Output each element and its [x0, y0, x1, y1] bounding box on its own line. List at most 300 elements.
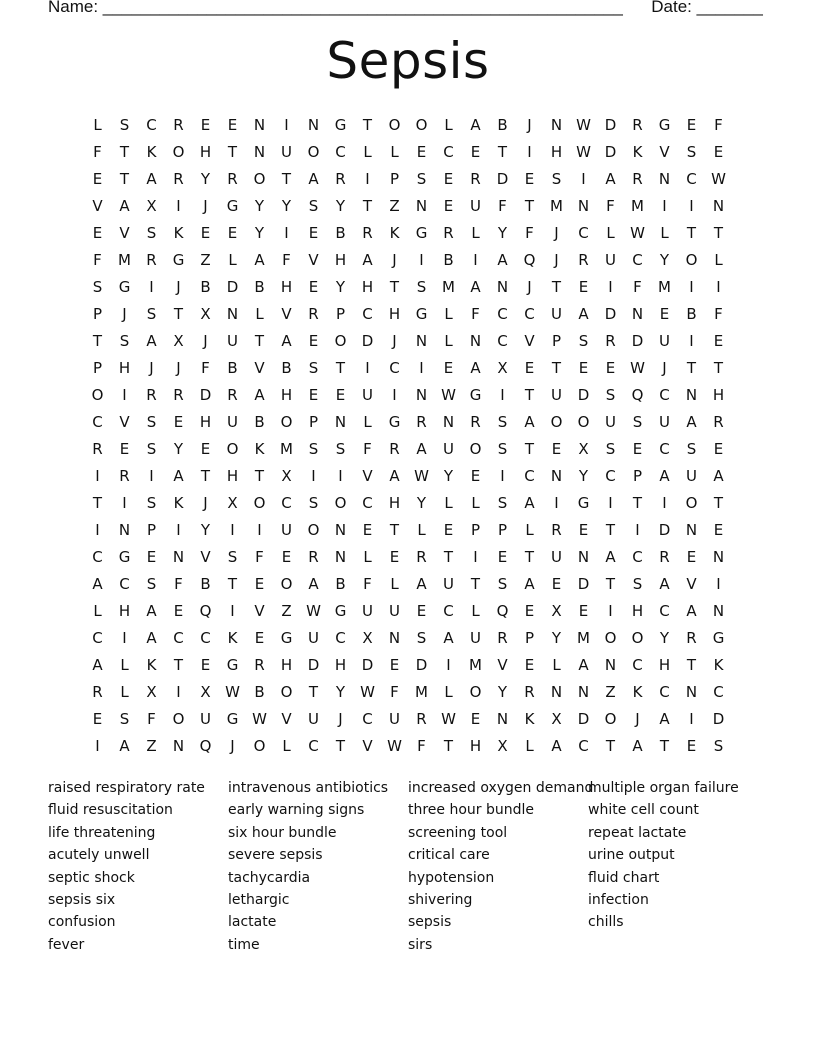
grid-letter: E: [524, 656, 535, 674]
grid-row: [84, 355, 732, 382]
grid-letter: R: [146, 251, 157, 269]
grid-letter: T: [632, 494, 643, 512]
grid-letter: C: [578, 224, 589, 242]
grid-letter: L: [363, 548, 372, 566]
grid-letter: H: [199, 413, 212, 431]
grid-letter: I: [500, 467, 505, 485]
grid-letter: A: [308, 170, 319, 188]
grid-letter: T: [659, 737, 670, 755]
grid-letter: H: [280, 278, 293, 296]
grid-letter: O: [307, 521, 320, 539]
grid-letter: S: [497, 575, 508, 593]
grid-letter: W: [441, 386, 456, 404]
grid-letter: M: [550, 197, 563, 215]
grid-letter: W: [576, 116, 591, 134]
grid-letter: E: [200, 440, 211, 458]
grid-letter: E: [200, 224, 211, 242]
grid-letter: S: [308, 440, 319, 458]
grid-letter: U: [605, 251, 616, 269]
word-list-item: increased oxygen demand: [408, 780, 594, 796]
grid-letter: N: [334, 413, 347, 431]
grid-letter: N: [550, 467, 563, 485]
word-list-item: three hour bundle: [408, 802, 535, 819]
grid-letter: B: [497, 116, 508, 134]
grid-letter: Y: [416, 494, 427, 512]
grid-letter: F: [93, 143, 102, 161]
word-list-column: [228, 777, 408, 956]
grid-letter: C: [713, 683, 724, 701]
grid-letter: C: [632, 548, 643, 566]
grid-letter: I: [446, 656, 451, 674]
word-list-item: confusion: [48, 914, 116, 931]
grid-letter: A: [686, 602, 697, 620]
grid-letter: A: [146, 332, 157, 350]
grid-letter: I: [176, 683, 181, 701]
grid-letter: N: [658, 170, 671, 188]
grid-letter: N: [388, 629, 401, 647]
grid-letter: X: [497, 359, 508, 377]
grid-letter: T: [173, 656, 184, 674]
grid-letter: S: [686, 440, 697, 458]
grid-letter: U: [308, 629, 319, 647]
grid-letter: U: [281, 521, 292, 539]
grid-letter: C: [335, 629, 346, 647]
word-list-column: [588, 777, 768, 956]
word-list: [48, 777, 788, 956]
grid-row: [84, 274, 732, 301]
grid-letter: M: [658, 278, 671, 296]
grid-letter: N: [307, 116, 320, 134]
grid-letter: K: [524, 710, 535, 728]
grid-letter: U: [362, 386, 373, 404]
grid-letter: H: [388, 494, 401, 512]
grid-letter: T: [605, 737, 616, 755]
grid-letter: A: [578, 656, 589, 674]
grid-letter: E: [497, 548, 508, 566]
grid-letter: N: [712, 602, 725, 620]
grid-letter: S: [146, 440, 157, 458]
grid-letter: I: [230, 521, 235, 539]
grid-letter: C: [335, 143, 346, 161]
grid-letter: V: [254, 602, 265, 620]
word-list-item: septic shock: [48, 869, 135, 886]
grid-letter: E: [227, 224, 238, 242]
grid-letter: X: [200, 305, 211, 323]
word-list-item: sepsis six: [48, 891, 116, 908]
word-list-item: fluid chart: [588, 869, 660, 886]
grid-letter: H: [361, 278, 374, 296]
grid-letter: T: [119, 143, 130, 161]
grid-letter: P: [335, 305, 346, 323]
grid-letter: R: [470, 170, 481, 188]
grid-letter: C: [524, 305, 535, 323]
grid-letter: S: [578, 332, 589, 350]
grid-letter: T: [713, 494, 724, 512]
grid-letter: D: [712, 710, 725, 728]
grid-letter: O: [307, 143, 320, 161]
grid-letter: R: [227, 386, 238, 404]
grid-letter: G: [334, 116, 347, 134]
grid-letter: W: [306, 602, 321, 620]
grid-row: [84, 625, 732, 652]
grid-letter: F: [174, 575, 183, 593]
grid-letter: V: [254, 359, 265, 377]
grid-letter: N: [550, 116, 563, 134]
grid-letter: U: [443, 575, 454, 593]
grid-letter: V: [281, 710, 292, 728]
grid-letter: B: [254, 683, 265, 701]
grid-letter: O: [469, 683, 482, 701]
grid-letter: Y: [443, 467, 454, 485]
grid-letter: E: [470, 467, 481, 485]
grid-letter: B: [335, 224, 346, 242]
grid-letter: Z: [200, 251, 211, 269]
grid-letter: A: [605, 170, 616, 188]
grid-letter: F: [714, 305, 723, 323]
grid-letter: N: [469, 332, 482, 350]
grid-letter: U: [200, 710, 211, 728]
grid-letter: N: [226, 305, 239, 323]
grid-letter: B: [443, 251, 454, 269]
grid-letter: N: [577, 548, 590, 566]
grid-letter: A: [578, 305, 589, 323]
grid-letter: O: [469, 440, 482, 458]
grid-letter: W: [360, 683, 375, 701]
grid-letter: Y: [578, 467, 589, 485]
grid-letter: R: [605, 332, 616, 350]
grid-letter: E: [551, 440, 562, 458]
grid-letter: X: [227, 494, 238, 512]
grid-letter: E: [686, 548, 697, 566]
grid-letter: X: [578, 440, 589, 458]
word-list-item: life threatening: [48, 824, 156, 841]
grid-letter: O: [91, 386, 104, 404]
grid-letter: A: [659, 710, 670, 728]
grid-letter: A: [389, 467, 400, 485]
grid-letter: I: [608, 494, 613, 512]
grid-letter: R: [416, 548, 427, 566]
grid-letter: C: [281, 494, 292, 512]
grid-letter: T: [227, 575, 238, 593]
grid-letter: R: [308, 548, 319, 566]
grid-letter: R: [308, 305, 319, 323]
grid-letter: C: [389, 359, 400, 377]
grid-letter: N: [496, 278, 509, 296]
grid-letter: K: [227, 629, 238, 647]
grid-letter: I: [662, 197, 667, 215]
grid-letter: K: [254, 440, 265, 458]
grid-letter: R: [416, 413, 427, 431]
grid-row: [84, 733, 732, 760]
grid-letter: L: [282, 737, 291, 755]
grid-row: [84, 517, 732, 544]
grid-letter: V: [119, 224, 130, 242]
grid-letter: A: [470, 116, 481, 134]
grid-row: [84, 220, 732, 247]
grid-letter: H: [118, 359, 131, 377]
grid-row: [84, 328, 732, 355]
grid-letter: E: [119, 440, 130, 458]
grid-letter: I: [716, 575, 721, 593]
grid-letter: Y: [659, 251, 670, 269]
word-list-item: chills: [588, 914, 624, 931]
grid-letter: I: [419, 359, 424, 377]
grid-letter: D: [415, 656, 428, 674]
grid-letter: G: [226, 656, 239, 674]
grid-letter: A: [470, 278, 481, 296]
grid-letter: G: [118, 278, 131, 296]
grid-letter: G: [118, 548, 131, 566]
grid-letter: B: [281, 359, 292, 377]
grid-row: [84, 436, 732, 463]
word-list-item: sirs: [408, 936, 433, 953]
grid-letter: T: [497, 143, 508, 161]
grid-letter: T: [254, 332, 265, 350]
word-list-column: [408, 777, 594, 956]
grid-letter: T: [200, 467, 211, 485]
grid-letter: A: [173, 467, 184, 485]
grid-letter: X: [281, 467, 292, 485]
grid-letter: Y: [659, 629, 670, 647]
grid-letter: A: [713, 467, 724, 485]
grid-letter: L: [255, 305, 264, 323]
grid-letter: R: [254, 656, 265, 674]
grid-letter: U: [443, 440, 454, 458]
grid-letter: X: [362, 629, 373, 647]
grid-letter: R: [632, 116, 643, 134]
grid-row: [84, 706, 732, 733]
grid-letter: G: [577, 494, 590, 512]
grid-letter: G: [415, 305, 428, 323]
grid-letter: E: [308, 386, 319, 404]
grid-letter: O: [280, 683, 293, 701]
grid-letter: X: [551, 602, 562, 620]
grid-letter: O: [388, 116, 401, 134]
grid-letter: G: [334, 602, 347, 620]
grid-letter: R: [497, 629, 508, 647]
word-list-item: infection: [588, 891, 649, 908]
grid-letter: A: [119, 197, 130, 215]
grid-letter: K: [632, 143, 643, 161]
grid-letter: M: [577, 629, 590, 647]
grid-letter: T: [254, 467, 265, 485]
grid-letter: C: [362, 494, 373, 512]
grid-letter: G: [712, 629, 725, 647]
grid-letter: E: [308, 224, 319, 242]
grid-letter: P: [92, 305, 103, 323]
grid-letter: P: [92, 359, 103, 377]
grid-letter: W: [441, 710, 456, 728]
grid-letter: F: [147, 710, 156, 728]
grid-letter: I: [230, 602, 235, 620]
grid-letter: H: [631, 602, 644, 620]
grid-letter: I: [365, 359, 370, 377]
grid-row: [84, 247, 732, 274]
grid-letter: I: [95, 467, 100, 485]
grid-letter: A: [254, 386, 265, 404]
grid-letter: F: [471, 305, 480, 323]
grid-letter: D: [604, 305, 617, 323]
word-list-item: urine output: [588, 847, 675, 864]
grid-letter: U: [551, 548, 562, 566]
grid-letter: I: [689, 710, 694, 728]
grid-letter: I: [554, 494, 559, 512]
grid-letter: F: [255, 548, 264, 566]
grid-letter: N: [253, 116, 266, 134]
grid-letter: I: [122, 629, 127, 647]
grid-letter: L: [93, 116, 102, 134]
grid-letter: E: [686, 116, 697, 134]
grid-letter: D: [496, 170, 509, 188]
grid-letter: X: [146, 197, 157, 215]
grid-letter: U: [659, 413, 670, 431]
grid-letter: N: [577, 683, 590, 701]
grid-letter: K: [713, 656, 724, 674]
grid-letter: O: [334, 494, 347, 512]
grid-letter: W: [387, 737, 402, 755]
grid-letter: W: [630, 224, 645, 242]
grid-letter: J: [554, 224, 559, 242]
grid-letter: C: [659, 440, 670, 458]
grid-letter: Z: [281, 602, 292, 620]
grid-letter: H: [469, 737, 482, 755]
grid-letter: E: [281, 548, 292, 566]
grid-letter: L: [444, 494, 453, 512]
grid-letter: T: [686, 656, 697, 674]
grid-letter: Y: [335, 683, 346, 701]
grid-letter: R: [551, 521, 562, 539]
grid-letter: T: [551, 359, 562, 377]
grid-letter: F: [714, 116, 723, 134]
grid-letter: C: [92, 629, 103, 647]
grid-row: [84, 409, 732, 436]
grid-letter: A: [524, 413, 535, 431]
grid-letter: E: [362, 521, 373, 539]
grid-letter: A: [659, 575, 670, 593]
grid-letter: S: [146, 224, 157, 242]
grid-letter: W: [252, 710, 267, 728]
grid-letter: H: [118, 602, 131, 620]
word-list-item: critical care: [408, 847, 490, 864]
grid-letter: L: [228, 251, 237, 269]
grid-letter: O: [226, 440, 239, 458]
grid-letter: B: [254, 413, 265, 431]
grid-letter: E: [713, 332, 724, 350]
grid-letter: U: [389, 602, 400, 620]
grid-letter: E: [254, 575, 265, 593]
grid-letter: I: [527, 143, 532, 161]
grid-letter: H: [280, 386, 293, 404]
grid-letter: N: [604, 656, 617, 674]
grid-letter: J: [122, 305, 127, 323]
grid-letter: S: [686, 143, 697, 161]
grid-letter: U: [227, 332, 238, 350]
grid-letter: J: [176, 359, 181, 377]
grid-letter: G: [226, 710, 239, 728]
grid-letter: T: [362, 197, 373, 215]
grid-letter: R: [713, 413, 724, 431]
grid-letter: S: [416, 629, 427, 647]
grid-letter: A: [524, 575, 535, 593]
page-title: Sepsis: [326, 32, 490, 90]
grid-letter: V: [119, 413, 130, 431]
grid-letter: I: [392, 386, 397, 404]
grid-letter: S: [551, 170, 562, 188]
grid-letter: S: [416, 278, 427, 296]
grid-letter: F: [363, 575, 372, 593]
grid-letter: B: [686, 305, 697, 323]
grid-row: [84, 139, 732, 166]
grid-letter: R: [362, 224, 373, 242]
name-field-label: Name: _______________________________________________________: [48, 0, 623, 16]
grid-letter: R: [173, 386, 184, 404]
grid-letter: X: [551, 710, 562, 728]
grid-letter: D: [604, 116, 617, 134]
grid-letter: E: [335, 386, 346, 404]
grid-letter: E: [686, 737, 697, 755]
grid-letter: A: [362, 251, 373, 269]
grid-letter: T: [227, 143, 238, 161]
grid-letter: I: [608, 602, 613, 620]
grid-letter: T: [713, 359, 724, 377]
grid-letter: E: [200, 116, 211, 134]
grid-letter: K: [173, 224, 184, 242]
grid-letter: D: [604, 143, 617, 161]
grid-letter: S: [497, 494, 508, 512]
grid-letter: O: [604, 629, 617, 647]
grid-letter: I: [662, 494, 667, 512]
grid-letter: C: [659, 683, 670, 701]
grid-letter: F: [363, 440, 372, 458]
grid-letter: G: [172, 251, 185, 269]
grid-letter: A: [146, 629, 157, 647]
grid-letter: O: [172, 143, 185, 161]
grid-letter: B: [254, 278, 265, 296]
word-list-item: early warning signs: [228, 802, 365, 819]
grid-letter: R: [416, 710, 427, 728]
grid-letter: N: [415, 332, 428, 350]
grid-letter: O: [280, 413, 293, 431]
grid-letter: P: [551, 332, 562, 350]
grid-letter: E: [92, 170, 103, 188]
grid-letter: F: [201, 359, 210, 377]
grid-letter: R: [443, 224, 454, 242]
word-list-item: hypotension: [408, 869, 495, 886]
grid-letter: I: [95, 521, 100, 539]
word-list-item: lethargic: [228, 891, 290, 908]
grid-letter: D: [226, 278, 239, 296]
grid-letter: Q: [199, 602, 212, 620]
grid-letter: U: [551, 305, 562, 323]
grid-letter: C: [443, 143, 454, 161]
grid-letter: F: [93, 251, 102, 269]
grid-letter: O: [253, 170, 266, 188]
word-list-item: six hour bundle: [228, 824, 337, 841]
grid-letter: A: [416, 575, 427, 593]
grid-letter: C: [200, 629, 211, 647]
grid-letter: R: [335, 170, 346, 188]
grid-letter: N: [550, 683, 563, 701]
grid-letter: O: [550, 413, 563, 431]
grid-letter: P: [524, 629, 535, 647]
grid-letter: F: [525, 224, 534, 242]
grid-letter: E: [200, 656, 211, 674]
grid-letter: X: [173, 332, 184, 350]
grid-letter: K: [389, 224, 400, 242]
grid-letter: W: [576, 143, 591, 161]
grid-letter: F: [390, 683, 399, 701]
grid-letter: E: [173, 413, 184, 431]
